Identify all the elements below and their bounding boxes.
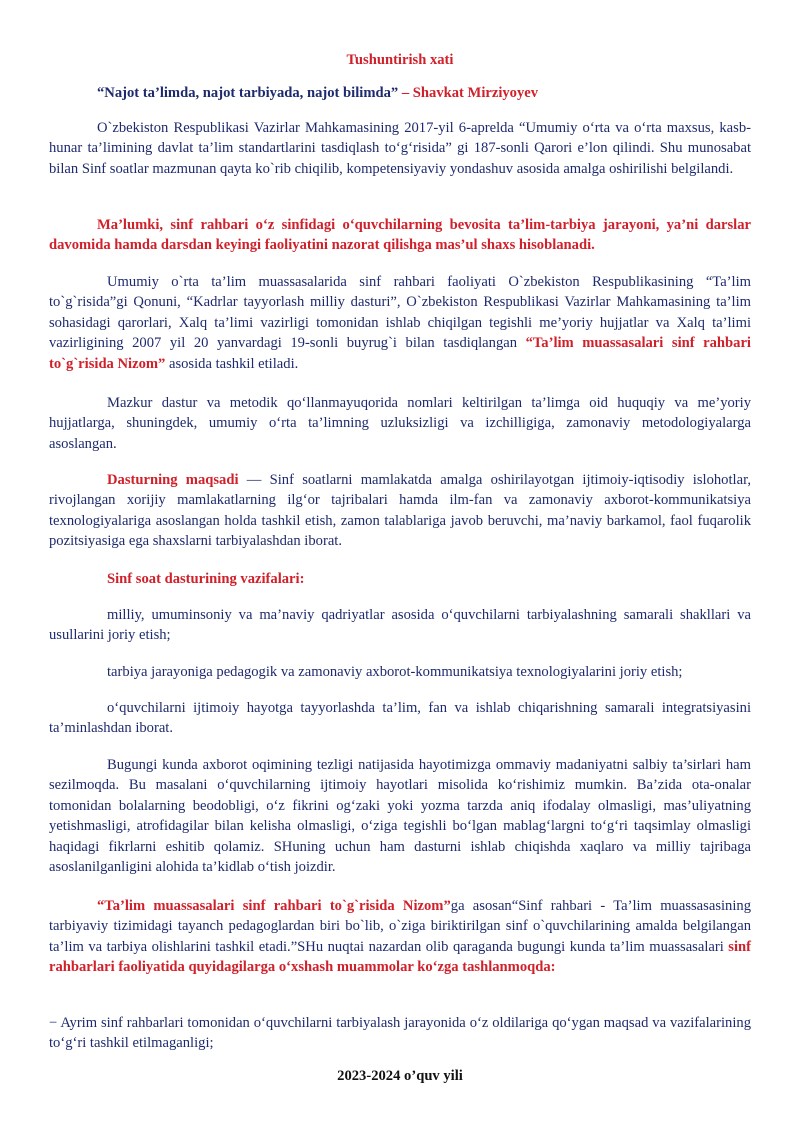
nizom-highlight: “Ta’lim muassasalari sinf rahbari to`g`risida Nizom” [97,898,451,914]
paragraph-intro: O`zbekiston Respublikasi Vazirlar Mahkamasining 2017-yil 6-aprelda “Umumiy o‘rta va o‘rta maxsus, kasb-hunar ta’limining davlat ta’lim standartlarini tasdiqlash to‘g‘risida” gi 187-sonli Qarori e’lon qilindi. Shu munosabat bilan Sinf soatlar mazmunan qayta ko`rib chiqilib, kompetensiyaviy yondashuv asosida amalga oshirilishi belgilandi. [49,120,751,177]
legal-basis-text: Umumiy o`rta ta’lim muassasalarida sinf rahbari faoliyati O`zbekiston Respublikasining “Ta’lim to`g`risida”gi Qonuni, “Kadrlar tayyorlash milliy dasturi”, O`zbekiston Respublikasi Vazirlar Mahkamasining ta’lim sohasidagi qarorlari, Xalq ta’limi vazirligi tomonidan ishlab chiqilgan tegishli me’yoriy hujjatlar va Xalq ta’limi vazirligining 2007 yil 20 yanvardagi 19-sonli buyrug`i bilan tasdiqlangan [49,274,751,352]
program-goal-text: — Sinf soatlarni mamlakatda amalga oshirilayotgan ijtimoiy-iqtisodiy islohotlar, rivojlangan xorijiy mamlakatlarning ilg‘or tajribalari hamda ilm-fan va zamonaviy axborot-kommunikatsiya texnologiyalariga asoslangan holda tashkil etish, zamon talablariga javob beruvchi, ma’naviy barkamol, faol fuqarolik pozitsiyasiga ega shaxslarni tarbiyalashdan iborat. [49,472,751,550]
legal-basis-highlight: “Ta’lim muassasalari sinf rahbari to`g`risida Nizom” [49,335,751,372]
legal-basis-tail: asosida tashkil etiladi. [165,355,299,372]
paragraph-program-goal [49,470,751,552]
document-title: Tushuntirish xati [346,52,454,68]
epigraph-author: – Shavkat Mirziyoyev [398,85,539,101]
paragraph-class-leader-definition: Ma’lumki, sinf rahbari o‘z sinfidagi o‘quvchilarning bevosita ta’lim-tarbiya jarayoni, ya’ni darslar davomida hamda darsdan keyingi faoliyatini nazorat qilishga mas’ul shaxs hisoblanadi. [49,217,751,254]
paragraph-methodology: Mazkur dastur va metodik qo‘llanmayuqorida nomlari keltirilgan ta’limga oid huquqiy va me’yoriy hujjatlarga, shuningdek, umumiy o‘rta ta’limning uzluksizligi va izchilligiga, zamonaviy metodologiyalarga asoslangan. [49,395,751,452]
program-goal-label: Dasturning maqsadi [107,472,239,488]
epigraph-quote: “Najot ta’limda, najot tarbiyada, najot bilimda” [97,85,399,101]
task-item-2: tarbiya jarayoniga pedagogik va zamonaviy axborot-kommunikatsiya texnologiyalarini joriy etish; [107,664,683,680]
nizom-problems-highlight: sinf rahbarlari faoliyatida quyidagilarga o‘xshash muammolar ko‘zga tashlanmoqda: [49,938,751,976]
paragraph-legal-basis [49,272,751,374]
section-heading-tasks: Sinf soat dasturining vazifalari: [107,571,305,587]
task-item-3: o‘quvchilarni ijtimoiy hayotga tayyorlashda ta’lim, fan va ishlab chiqarishning samarali integratsiyasini ta’minlashdan iborat. [49,700,751,737]
epigraph [97,83,751,103]
footer-academic-year: 2023-2024 o’quv yili [337,1068,463,1084]
problem-item-1: − Ayrim sinf rahbarlari tomonidan o‘quvchilarni tarbiyalash jarayonida o‘z oldilariga qo‘ygan maqsad va vazifalarining to‘g‘ri tashkil etilmaganligi; [49,1015,751,1052]
task-item-1: milliy, umuminsoniy va ma’naviy qadriyatlar asosida o‘quvchilarni tarbiyalashning samarali shakllari va usullarini joriy etish; [49,607,751,644]
nizom-text: ga asosan“Sinf rahbari - Ta’lim muassasasining tarbiyaviy tizimidagi tayanch pedagoglardan biri bo`lib, o`ziga biriktirilgan sinf o`quvchilarining amalda belgilangan ta’lim va tarbiya olishlarini tashkil etadi.”SHu nuqtai nazardan olib qaraganda bugungi kunda ta’lim muassasalari [49,898,751,955]
paragraph-mass-culture: Bugungi kunda axborot oqimining tezligi natijasida hayotimizga ommaviy madaniyatni salbiy ta’sirlari ham sezilmoqda. Bu masalani o‘quvchilarning ijtimoiy hayotlari misolida ko‘rishimiz mumkin. Ba’zida ota-onalar tomonidan bolalarning beodobligi, o‘z fikrini og‘zaki yoki yozma tarzda aniq ifodalay olmasligi, mas’uliyatning yetishmasligi, atrofidagilar bilan kelisha olmasligi, o‘ziga tegishli bo‘lgan mablag‘largni to‘g‘ri taqsimlay olmasligi haqidagi fikrlarni eshitib qolamiz. SHuning uchun ham dasturni ishlab chiqishda xaqlaro va milliy tajribaga asoslanilganligini alohida ta’kidlab o‘tish joizdir. [49,757,751,876]
paragraph-nizom [49,896,751,978]
